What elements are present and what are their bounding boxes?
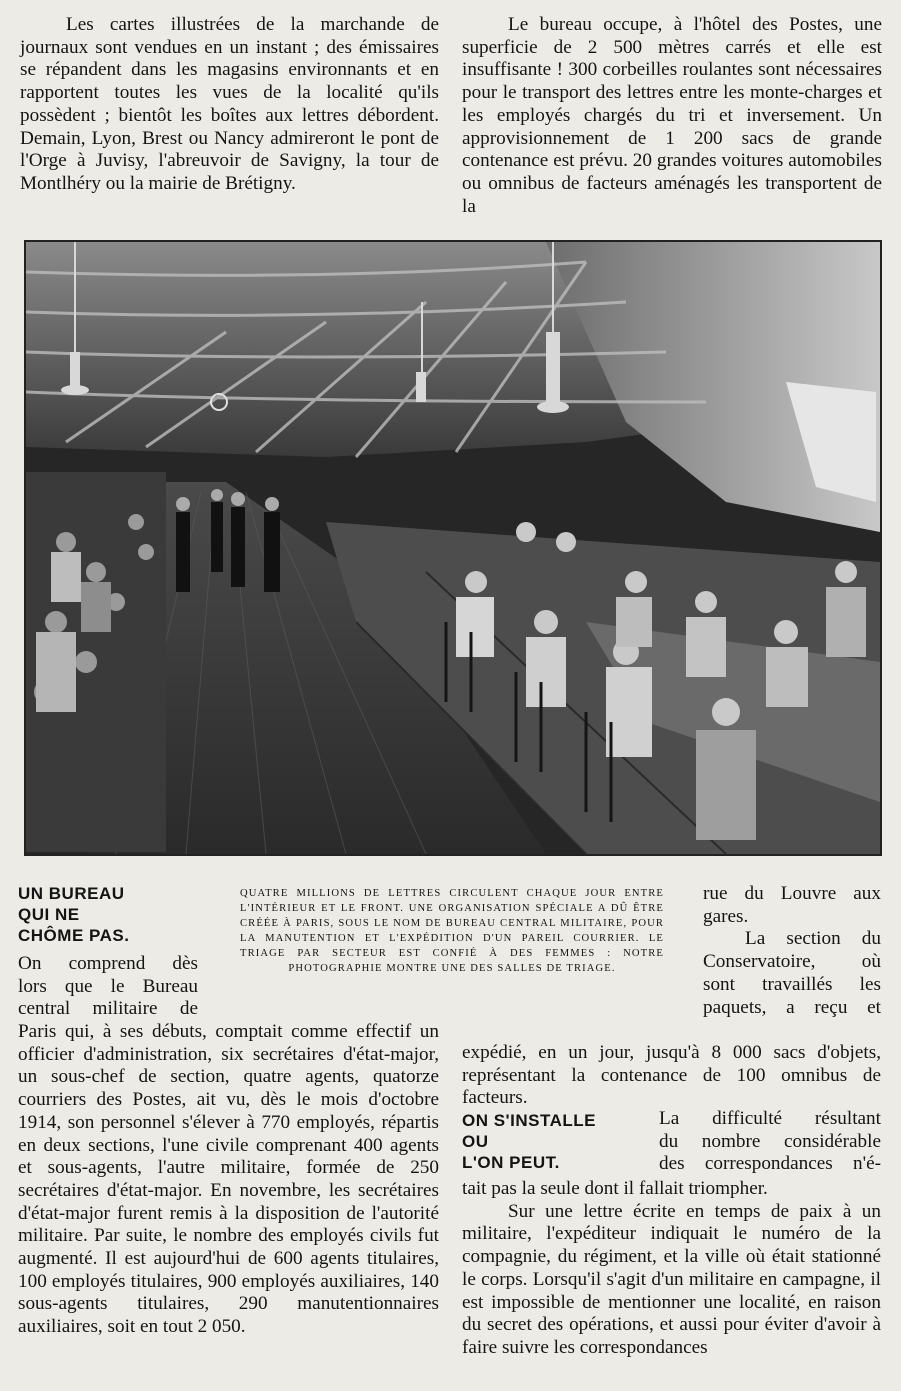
text-line: du nombre considérable <box>659 1130 881 1152</box>
heading-line: CHÔME PAS. <box>18 926 130 945</box>
text-line: sont travaillés les <box>703 973 881 995</box>
heading-line: OU <box>462 1132 489 1151</box>
right-body-paragraph: expédié, en un jour, jusqu'à 8 000 sacs d'objets, représentant la contenance de 100 omnibus de facteurs. <box>462 1042 881 1109</box>
heading-line: L'ON PEUT. <box>462 1153 560 1172</box>
photo-image <box>26 242 880 854</box>
heading-line: ON S'INSTALLE <box>462 1111 596 1130</box>
photo-caption: QUATRE MILLIONS DE LETTRES CIRCULENT CHAQUE JOUR ENTRE L'INTÉRIEUR ET LE FRONT. UNE ORGANISATION SPÉCIALE A DÛ ÊTRE CRÉÉE À PARIS, SOUS LE NOM DE BUREAU CENTRAL MILITAIRE, POUR LA MANUTENTION ET L'EXPÉDITION D'UN PAREIL COURRIER. LE TRIAGE PAR SECTEUR EST CONFIÉ À DES FEMMES : NOTRE PHOTOGRAPHIE MONTRE UNE DES SALLES DE TRIAGE. <box>240 888 664 974</box>
text-line: paquets, a reçu et <box>703 996 881 1018</box>
text-line: On comprend dès <box>18 953 198 974</box>
right-body-paragraph: Sur une lettre écrite en temps de paix à un militaire, l'expéditeur indiquait le numéro de la compagnie, du régiment, et la ville où était stationné le corps. Lorsqu'il s'agit d'un militaire en campagne, il est impossible de mentionner une localité, en raison du secret des opérations, et aussi pour éviter d'avoir à faire suivre les correspondances <box>462 1200 881 1358</box>
top-right-paragraph: Le bureau occupe, à l'hôtel des Postes, une superficie de 2 500 mètres carrés et elle est insuffisante ! 300 corbeilles roulantes sont nécessaires pour le transport des lettres entre les monte-charges et les employés chargés du tri et inversement. Un approvisionnement de 1 200 sacs de grande contenance est prévu. 20 grandes voitures automobiles ou omnibus de facteurs aménagés les transportent de la <box>462 14 882 217</box>
text-line: central militaire de <box>18 998 198 1020</box>
right-body-2 <box>462 1178 881 1360</box>
text-line: La section du <box>745 928 881 950</box>
top-left-column <box>20 14 439 196</box>
right-body-1 <box>462 1042 881 1110</box>
text-line: La difficulté résultant <box>659 1108 881 1129</box>
left-body <box>18 1021 439 1339</box>
text-line: des correspondances n'é- <box>659 1153 881 1175</box>
section-heading-un-bureau <box>18 883 228 946</box>
sorting-hall-photograph <box>24 240 882 856</box>
right-narrow-lines-2 <box>659 1108 881 1176</box>
text-line: gares. <box>703 905 749 927</box>
top-left-paragraph: Les cartes illustrées de la marchande de journaux sont vendues en un instant ; des émissaires se répandent dans les magasins environnants et en rapportent toutes les vues de la localité qu'ils possèdent ; bientôt les boîtes aux lettres débordent. Demain, Lyon, Brest ou Nancy admireront le pont de l'Orge à Juvisy, l'abreuvoir de Savigny, la tour de Montlhéry ou la mairie de Brétigny. <box>20 14 439 194</box>
text-line: Conservatoire, où <box>703 951 881 973</box>
section-heading-on-s-installe <box>462 1110 652 1173</box>
text-line: rue du Louvre aux <box>703 883 881 904</box>
heading-line: UN BUREAU <box>18 884 125 903</box>
text-line: lors que le Bureau <box>18 975 198 997</box>
left-body-paragraph: Paris qui, à ses débuts, comptait comme effectif un officier d'administration, six secrétaires d'état-major, un sous-chef de section, quatre agents, quatorze courriers des Postes, ait vu, dès le mois d'octobre 1914, son personnel s'élever à 770 employés, répartis en deux sections, l'une civile comprenant 400 agents et sous-agents, l'autre militaire, formée de 250 secrétaires d'état-major. En novembre, les secrétaires d'état-major furent remis à la disposition de l'autorité militaire. Par suite, le nombre des employés civils fut augmenté. Il est aujourd'hui de 600 agents titulaires, 100 employés titulaires, 900 employés auxiliaires, 140 sous-agents titulaires, 290 manutentionnaires auxiliaires, soit en tout 2 050. <box>18 1021 439 1338</box>
right-narrow-lines <box>703 883 881 1019</box>
right-body-paragraph: tait pas la seule dont il fallait triompher. <box>462 1178 768 1199</box>
left-narrow-lines <box>18 953 198 1021</box>
heading-line: QUI NE <box>18 905 80 924</box>
top-right-column <box>462 14 882 224</box>
